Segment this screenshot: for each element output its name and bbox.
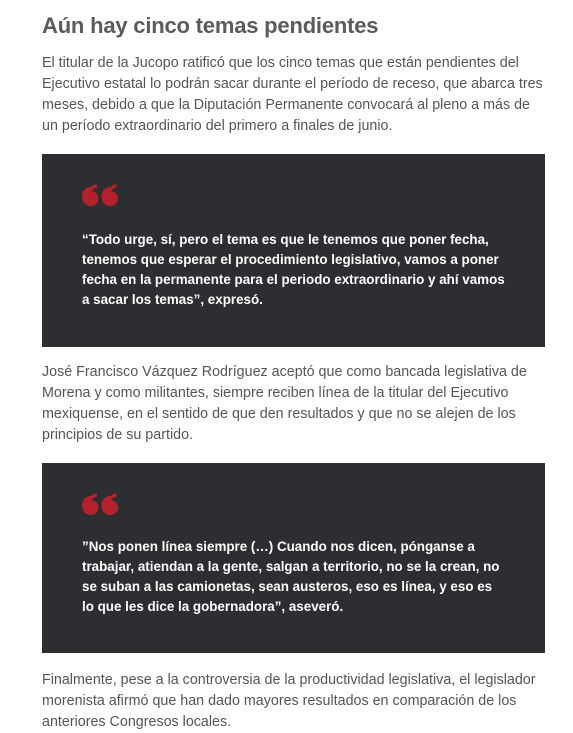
blockquote-1 [42,154,545,347]
article-section [42,0,545,733]
paragraph-finalmente: Finalmente, pese a la controversia de la productividad legislativa, el legislador morenista afirmó que han dado mayores resultados en comparación de los anteriores Congresos locales. [42,672,536,730]
paragraph-vazquez: José Francisco Vázquez Rodríguez aceptó que como bancada legislativa de Morena y como militantes, siempre reciben línea de la titular del Ejecutivo mexiquense, en el sentido de que den resultados y que no se alejen de los principios de su partido. [42,364,527,443]
blockquote-2 [42,463,545,653]
quote-text: “Todo urge, sí, pero el tema es que le tenemos que poner fecha, tenemos que esperar el procedimiento legislativo, vamos a poner fecha en la permanente para el periodo extraordinario y ahí vamos a sacar los temas”, expresó. [82,232,505,307]
quote-mark-icon [82,182,118,208]
quote-mark-icon [82,491,118,517]
quote-text: ”Nos ponen línea siempre (…) Cuando nos dicen, pónganse a trabajar, atiendan a la gente, salgan a territorio, no se la crean, no se suban a las camionetas, sean austeros, eso es línea, y eso es lo que les dice la gobernadora”, aseveró. [82,539,500,614]
paragraph-receso: El titular de la Jucopo ratificó que los cinco temas que están pendientes del Ejecutivo estatal lo podrán sacar durante el período de receso, que abarca tres meses, debido a que la Diputación Permanente convocará al pleno a más de un período extraordinario del primero a finales de junio. [42,55,543,134]
section-heading: Aún hay cinco temas pendientes [42,13,379,38]
